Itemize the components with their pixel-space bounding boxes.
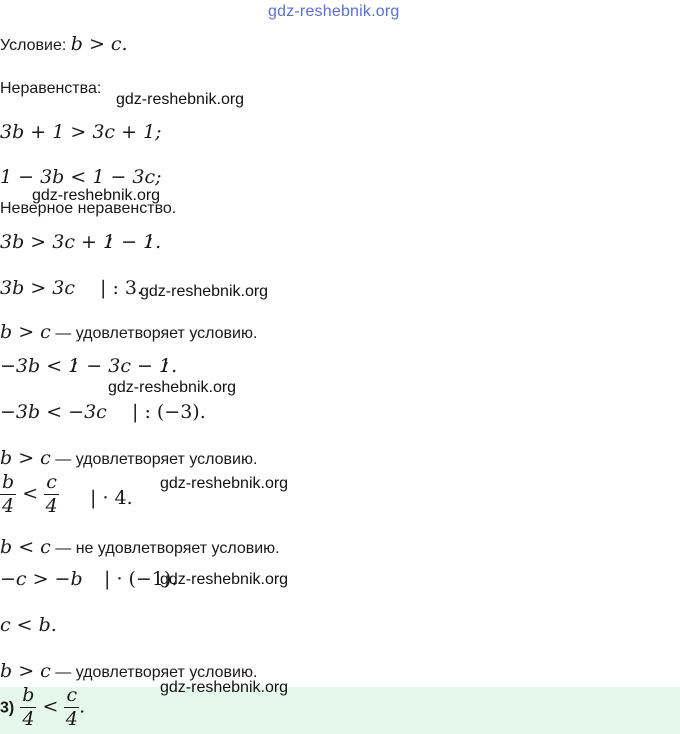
watermark-3: gdz-reshebnik.org bbox=[140, 283, 269, 300]
answer-item-3 bbox=[0, 686, 85, 729]
fraction-denominator: 4 bbox=[45, 495, 58, 517]
step-13-verdict: — удовлетворяет условию. bbox=[55, 664, 258, 681]
condition-row bbox=[0, 33, 128, 55]
inequalities-label: Неравенства: bbox=[0, 80, 102, 97]
step-6-start: −3b < bbox=[0, 355, 69, 377]
step-line-3 bbox=[0, 231, 161, 253]
step-line-8 bbox=[0, 447, 257, 469]
step-10-math: b < c bbox=[0, 536, 51, 558]
relation-less: < bbox=[22, 482, 39, 505]
watermark-2: gdz-reshebnik.org bbox=[32, 187, 161, 204]
fraction-c-over-4 bbox=[44, 473, 59, 516]
step-line-12: c < b. bbox=[0, 614, 57, 636]
step-6-end: . bbox=[171, 355, 178, 377]
fraction-b-over-4 bbox=[20, 686, 36, 729]
step-5-math: b > c bbox=[0, 321, 51, 343]
inequality-line-1: 3b + 1 > 3c + 1; bbox=[0, 121, 162, 143]
fraction-denominator: 4 bbox=[65, 708, 78, 730]
fraction-numerator: b bbox=[2, 471, 15, 493]
cancelled-one-1: 1 bbox=[102, 231, 116, 253]
fraction-denominator: 4 bbox=[22, 708, 35, 730]
cancelled-one-3: 1 bbox=[68, 355, 81, 377]
condition-math: b > c. bbox=[70, 33, 128, 55]
step-line-9 bbox=[0, 473, 59, 516]
fraction-denominator: 4 bbox=[2, 495, 15, 517]
item-end-period: . bbox=[79, 695, 86, 718]
step-line-6 bbox=[0, 355, 177, 377]
watermark-5: gdz-reshebnik.org bbox=[160, 475, 289, 492]
cancelled-one-4: 1 bbox=[159, 355, 172, 377]
step-5-verdict: — удовлетворяет условию. bbox=[55, 325, 258, 342]
step-line-11: −c > −b bbox=[0, 568, 83, 590]
condition-label: Условие: bbox=[0, 37, 67, 54]
fraction-b-over-4 bbox=[0, 473, 16, 516]
step-4-operation: | : 3. bbox=[100, 277, 144, 299]
step-9-operation: | · 4. bbox=[90, 487, 133, 509]
step-13-math: b > c bbox=[0, 660, 51, 682]
step-line-7: −3b < −3c bbox=[0, 401, 107, 423]
step-line-4: 3b > 3c bbox=[0, 277, 75, 299]
step-10-verdict: — не удовлетворяет условию. bbox=[55, 540, 280, 557]
step-8-verdict: — удовлетворяет условию. bbox=[55, 451, 258, 468]
inequality-line-2: 1 − 3b < 1 − 3c; bbox=[0, 166, 162, 188]
step-8-math: b > c bbox=[0, 447, 51, 469]
answer-highlight-band bbox=[0, 684, 680, 734]
watermark-7: gdz-reshebnik.org bbox=[160, 679, 289, 696]
step-11-operation: | · (−1). bbox=[104, 568, 178, 590]
relation-less: < bbox=[42, 695, 59, 718]
fraction-c-over-4 bbox=[64, 686, 79, 729]
step-3-minus: − bbox=[115, 231, 144, 253]
step-6-mid: − 3c − bbox=[80, 355, 159, 377]
step-3-end: . bbox=[155, 231, 162, 253]
step-line-10 bbox=[0, 536, 280, 558]
step-3-start: 3b > 3c + bbox=[0, 231, 103, 253]
watermark-4: gdz-reshebnik.org bbox=[108, 379, 237, 396]
step-line-5 bbox=[0, 321, 257, 343]
cancelled-one-2: 1 bbox=[143, 231, 156, 253]
wrong-inequality-label: Неверное неравенство. bbox=[0, 200, 177, 217]
watermark-1: gdz-reshebnik.org bbox=[116, 91, 245, 108]
watermark-top: gdz-reshebnik.org bbox=[268, 3, 400, 20]
fraction-numerator: b bbox=[22, 684, 35, 706]
fraction-numerator: c bbox=[46, 471, 57, 493]
watermark-6: gdz-reshebnik.org bbox=[160, 571, 289, 588]
step-7-operation: | : (−3). bbox=[132, 401, 206, 423]
fraction-numerator: c bbox=[66, 684, 78, 706]
item-number: 3) bbox=[0, 699, 15, 717]
